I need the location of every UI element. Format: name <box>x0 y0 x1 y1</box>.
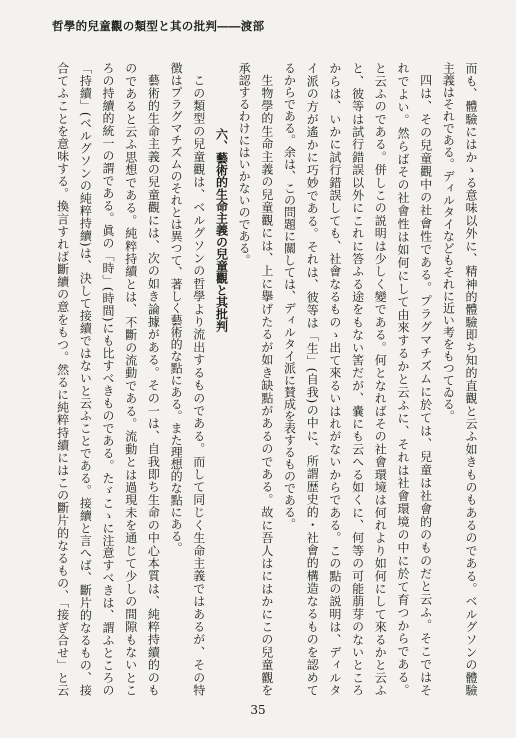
text-column-8: イ派の方が遙かに巧妙である。それは、彼等は「生」(自我)の中に、所謂歴史的・社會的構造なるものを認めて <box>305 62 320 696</box>
text-body <box>50 62 482 696</box>
text-column-9: るからである。余は、この問題に關しては、ディルタイ派に賛成を表するものである。 <box>282 62 297 530</box>
section-heading: 六、藝術的生命主義の兒童觀と其批判 <box>214 128 229 332</box>
text-column-1: 而も、體驗にはかゝる意味以外に、精神的體驗即ち知的直觀と云ふ如きものもあるのである。ベルグソンの體驗 <box>464 62 478 696</box>
text-column-15: 藝術的生命主義の兒童觀には、次の如き論據がある。その一は、自我即ち生命の中心本質は、純粹持續的のも <box>146 74 161 696</box>
text-column-11: 承認するわけにはいかないのである。 <box>237 62 252 266</box>
running-header: 哲學的兒童觀の類型と其の批判――渡部 <box>52 19 265 33</box>
text-column-2: 主義はそれである。ディルタイなどもそれに近い考をもつてゐる。 <box>441 62 456 422</box>
text-column-19: 合てふことを意味する。換言すれば斷續の意をもつ。然るに純粹持續にはこの斷片的なるもの、「接ぎ合せ」と云 <box>55 62 70 696</box>
text-column-7: からは、いかに試行錯誤しても、社會なるものゝ出て來るいはれがないからである。この點の説明は、ディルタ <box>327 62 342 696</box>
text-column-17: ろの持續的統一の謂である。眞の「時」(時間)にも比すべきものである。たゞこゝに注意すべきは、謂ふところの <box>101 62 115 696</box>
text-column-5: と云ふのである。併しこの説明は少しく變である。何となればその社會環境は何れより如何にして來るかと云ふ <box>373 62 388 696</box>
text-column-14: 徴はプラグマチズムのそれとは異つて、著しく藝術的な點にある。また理想的な點にある。 <box>169 62 184 554</box>
text-column-6: と、彼等は試行錯誤以外にこれに答ふる途をもない筈だが、嚢にも云へる如くに、何等の可能萠芽のないところ <box>350 62 365 696</box>
text-column-16: のであると云ふ思想である。純粹持續とは、不斷の流動である。流動とは過現未を通じて少しの間隙もないとこ <box>123 62 138 696</box>
text-column-18: 「持續」(ベルグソンの純粹持續)は、決して接續ではないと云ふことである。接續と言へば、斷片的なるもの、接 <box>78 62 93 696</box>
text-column-3: 四は、その兒童觀中の社會性である。プラグマチズムに於ては、兒童は社會的のものだと云ふ。そこではそ <box>418 74 433 696</box>
text-column-4: れでよい。然らばその社會性は如何にして由來するかと云ふに、それは社會環境の中に於て育つからである。 <box>395 62 410 696</box>
text-column-13: この類型の兒童觀は、ベルグソンの哲學より流出するものである。而して同じく生命主義ではあるが、その特 <box>191 74 206 696</box>
page-number: 35 <box>250 703 266 717</box>
text-column-10: 生物學的生命主義の兒童觀には、上に擧げたるが如き缺點があるのである。故に吾人はにはかにこの兒童觀を <box>259 74 274 696</box>
